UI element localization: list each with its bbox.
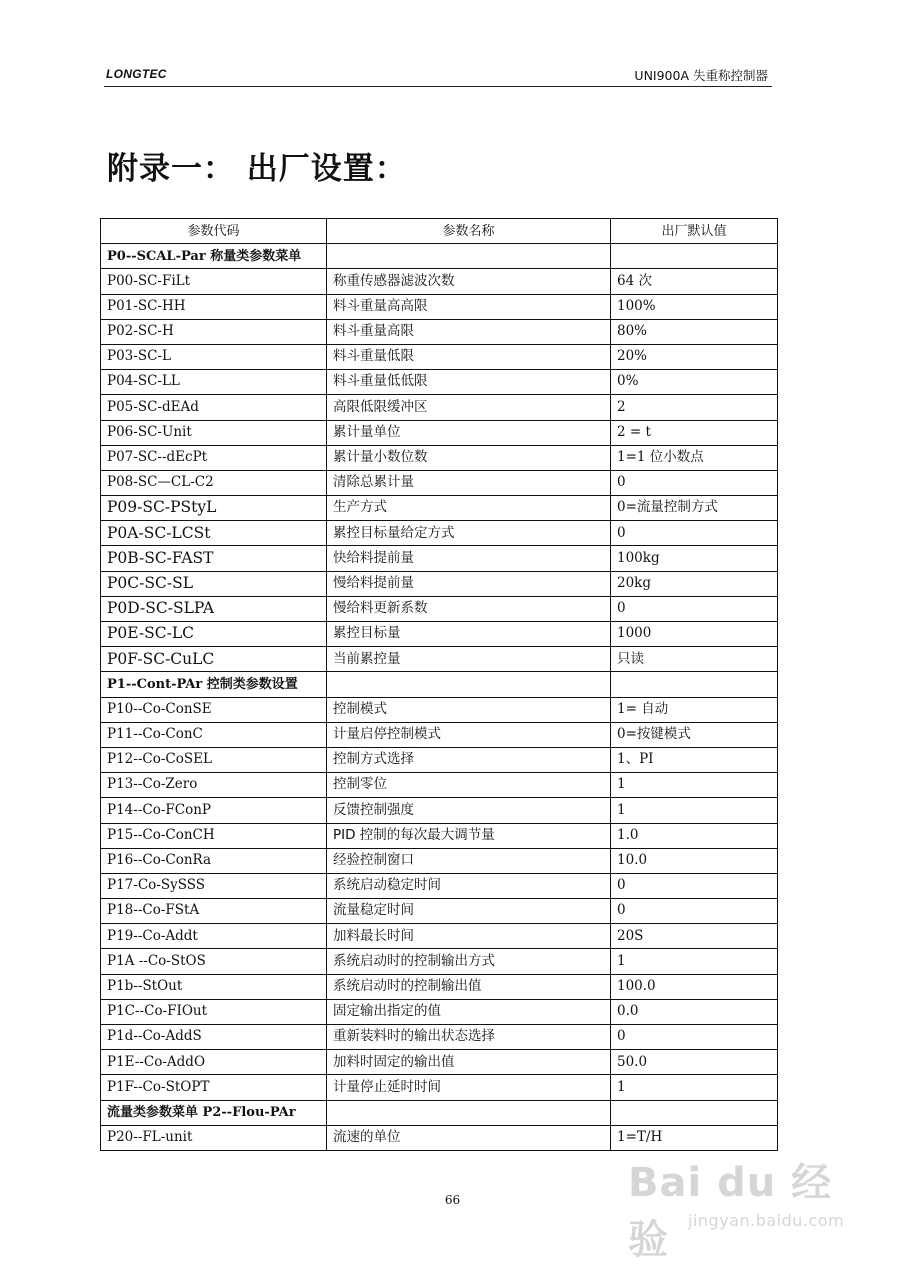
cell-code: P03-SC-L: [101, 344, 327, 369]
table-row: [101, 949, 778, 974]
cell-default: 1: [611, 949, 778, 974]
table-row: [101, 571, 778, 596]
cell-name: 计量停止延时时间: [327, 1075, 611, 1100]
cell-code: P13--Co-Zero: [101, 773, 327, 798]
cell-code: P0B-SC-FAST: [101, 546, 327, 571]
cell-default: 0: [611, 470, 778, 495]
cell-name: 当前累控量: [327, 647, 611, 672]
table-row: [101, 798, 778, 823]
cell-name: 控制方式选择: [327, 747, 611, 772]
cell-name: 称重传感器滤波次数: [327, 269, 611, 294]
cell-code: P0F-SC-CuLC: [101, 647, 327, 672]
cell-code: P11--Co-ConC: [101, 722, 327, 747]
table-row: [101, 747, 778, 772]
cell-name: 系统启动时的控制输出值: [327, 974, 611, 999]
cell-default: 0: [611, 1025, 778, 1050]
cell-name: 系统启动稳定时间: [327, 873, 611, 898]
cell-name: 料斗重量低低限: [327, 370, 611, 395]
cell-name: PID 控制的每次最大调节量: [327, 823, 611, 848]
cell-default: 1: [611, 773, 778, 798]
cell-name: 料斗重量高高限: [327, 294, 611, 319]
cell-default: [611, 244, 778, 269]
cell-default: 20kg: [611, 571, 778, 596]
cell-code: P01-SC-HH: [101, 294, 327, 319]
cell-default: 1、PI: [611, 747, 778, 772]
cell-code: P12--Co-CoSEL: [101, 747, 327, 772]
cell-default: [611, 1100, 778, 1125]
cell-name: 累计量小数位数: [327, 445, 611, 470]
cell-code: P1d--Co-AddS: [101, 1025, 327, 1050]
column-header-code: 参数代码: [101, 219, 327, 244]
cell-default: 1.0: [611, 823, 778, 848]
cell-name: 系统启动时的控制输出方式: [327, 949, 611, 974]
cell-default: 0: [611, 873, 778, 898]
cell-code: P1A --Co-StOS: [101, 949, 327, 974]
cell-default: 64 次: [611, 269, 778, 294]
cell-code: P0D-SC-SLPA: [101, 596, 327, 621]
watermark-url: jingyan.baidu.com: [688, 1211, 845, 1230]
cell-name: 料斗重量高限: [327, 319, 611, 344]
section-row: [101, 672, 778, 697]
cell-code: P1b--StOut: [101, 974, 327, 999]
cell-name: 反馈控制强度: [327, 798, 611, 823]
cell-name: 加料最长时间: [327, 924, 611, 949]
cell-default: 20%: [611, 344, 778, 369]
cell-default: 80%: [611, 319, 778, 344]
cell-name: 生产方式: [327, 496, 611, 521]
cell-default: 0: [611, 596, 778, 621]
cell-default: 0: [611, 899, 778, 924]
table-row: [101, 420, 778, 445]
cell-name: 高限低限缓冲区: [327, 395, 611, 420]
cell-name: 计量启停控制模式: [327, 722, 611, 747]
cell-default: 0%: [611, 370, 778, 395]
cell-name: 累控目标量给定方式: [327, 521, 611, 546]
cell-name: [327, 672, 611, 697]
cell-code: P20--FL-unit: [101, 1125, 327, 1150]
table-row: [101, 1050, 778, 1075]
cell-default: 1: [611, 798, 778, 823]
cell-code: P10--Co-ConSE: [101, 697, 327, 722]
cell-default: 20S: [611, 924, 778, 949]
page-header: [104, 64, 772, 87]
table-row: [101, 848, 778, 873]
cell-default: 0: [611, 521, 778, 546]
cell-name: 流速的单位: [327, 1125, 611, 1150]
section-row: [101, 1100, 778, 1125]
cell-default: [611, 672, 778, 697]
table-row: [101, 622, 778, 647]
cell-name: 料斗重量低限: [327, 344, 611, 369]
table-row: [101, 697, 778, 722]
cell-code: P05-SC-dEAd: [101, 395, 327, 420]
baidu-jingyan-watermark: [628, 1143, 868, 1263]
cell-default: 100%: [611, 294, 778, 319]
table-row: [101, 1025, 778, 1050]
cell-code: P0--SCAL-Par 称量类参数菜单: [101, 244, 327, 269]
table-row: [101, 445, 778, 470]
table-row: [101, 1075, 778, 1100]
table-row: [101, 269, 778, 294]
cell-name: 累控目标量: [327, 622, 611, 647]
cell-code: 流量类参数菜单 P2--Flou-PAr: [101, 1100, 327, 1125]
table-row: [101, 395, 778, 420]
cell-code: P0E-SC-LC: [101, 622, 327, 647]
cell-name: 固定输出指定的值: [327, 999, 611, 1024]
section-row: [101, 244, 778, 269]
cell-code: P04-SC-LL: [101, 370, 327, 395]
table-row: [101, 546, 778, 571]
cell-name: 流量稳定时间: [327, 899, 611, 924]
cell-default: 0.0: [611, 999, 778, 1024]
cell-name: 慢给料更新系数: [327, 596, 611, 621]
table-row: [101, 496, 778, 521]
cell-name: 快给料提前量: [327, 546, 611, 571]
table-row: [101, 294, 778, 319]
cell-name: 经验控制窗口: [327, 848, 611, 873]
cell-code: P14--Co-FConP: [101, 798, 327, 823]
table-row: [101, 647, 778, 672]
cell-code: P0A-SC-LCSt: [101, 521, 327, 546]
cell-code: P09-SC-PStyL: [101, 496, 327, 521]
cell-name: 累计量单位: [327, 420, 611, 445]
cell-default: 10.0: [611, 848, 778, 873]
cell-code: P15--Co-ConCH: [101, 823, 327, 848]
table-body: [101, 244, 778, 1151]
cell-default: 2 = t: [611, 420, 778, 445]
cell-code: P1--Cont-PAr 控制类参数设置: [101, 672, 327, 697]
cell-name: 重新装料时的输出状态选择: [327, 1025, 611, 1050]
cell-name: 控制模式: [327, 697, 611, 722]
cell-code: P0C-SC-SL: [101, 571, 327, 596]
cell-name: 加料时固定的输出值: [327, 1050, 611, 1075]
cell-default: 1000: [611, 622, 778, 647]
cell-default: 只读: [611, 647, 778, 672]
brand-logo-text: LONGTEC: [106, 67, 167, 81]
watermark-logo: Bai du 经验: [628, 1160, 833, 1263]
cell-default: 100.0: [611, 974, 778, 999]
table-header-row: [101, 219, 778, 244]
table-row: [101, 521, 778, 546]
cell-name: 清除总累计量: [327, 470, 611, 495]
cell-code: P1C--Co-FIOut: [101, 999, 327, 1024]
table-row: [101, 924, 778, 949]
cell-default: 50.0: [611, 1050, 778, 1075]
cell-code: P02-SC-H: [101, 319, 327, 344]
table-row: [101, 470, 778, 495]
cell-name: [327, 1100, 611, 1125]
cell-default: 1=1 位小数点: [611, 445, 778, 470]
cell-default: 0=按键模式: [611, 722, 778, 747]
table-row: [101, 722, 778, 747]
table-row: [101, 344, 778, 369]
column-header-default: 出厂默认值: [611, 219, 778, 244]
cell-default: 2: [611, 395, 778, 420]
cell-code: P00-SC-FiLt: [101, 269, 327, 294]
table-row: [101, 974, 778, 999]
cell-code: P06-SC-Unit: [101, 420, 327, 445]
cell-default: 1=T/H: [611, 1125, 778, 1150]
cell-code: P17-Co-SySSS: [101, 873, 327, 898]
table-row: [101, 370, 778, 395]
cell-name: [327, 244, 611, 269]
page-title: 附录一： 出厂设置：: [107, 151, 407, 187]
column-header-name: 参数名称: [327, 219, 611, 244]
product-name: UNI900A 失重称控制器: [634, 68, 768, 83]
cell-code: P07-SC--dEcPt: [101, 445, 327, 470]
cell-name: 慢给料提前量: [327, 571, 611, 596]
cell-code: P08-SC—CL-C2: [101, 470, 327, 495]
cell-code: P1F--Co-StOPT: [101, 1075, 327, 1100]
table-row: [101, 596, 778, 621]
page-number: 66: [444, 1193, 461, 1207]
cell-default: 1= 自动: [611, 697, 778, 722]
cell-code: P1E--Co-AddO: [101, 1050, 327, 1075]
table-row: [101, 899, 778, 924]
parameter-table: [100, 218, 778, 1151]
cell-code: P18--Co-FStA: [101, 899, 327, 924]
cell-code: P16--Co-ConRa: [101, 848, 327, 873]
table-row: [101, 999, 778, 1024]
cell-default: 1: [611, 1075, 778, 1100]
table-row: [101, 873, 778, 898]
cell-default: 0=流量控制方式: [611, 496, 778, 521]
table-row: [101, 773, 778, 798]
cell-default: 100kg: [611, 546, 778, 571]
table-row: [101, 319, 778, 344]
cell-name: 控制零位: [327, 773, 611, 798]
table-row: [101, 823, 778, 848]
cell-code: P19--Co-Addt: [101, 924, 327, 949]
